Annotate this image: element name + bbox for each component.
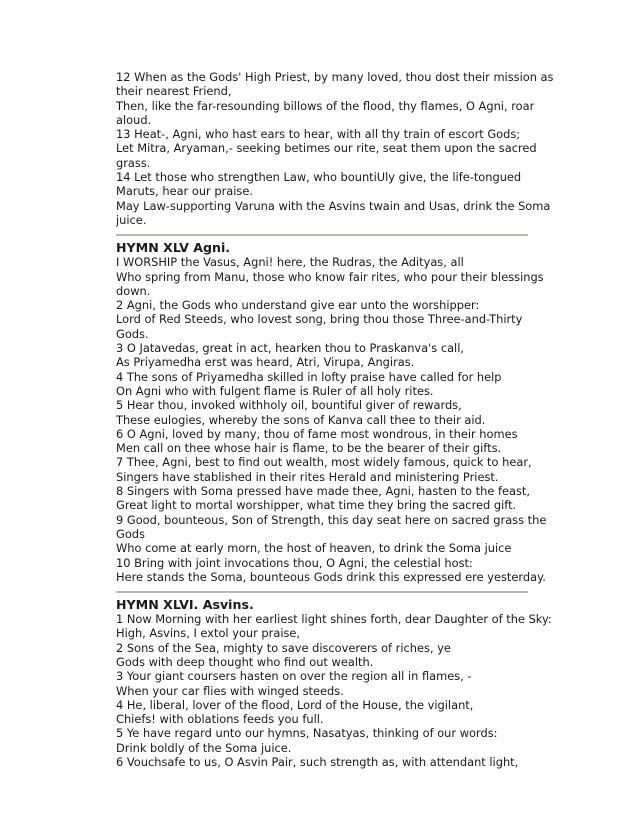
text-line: 8 Singers with Soma pressed have made thee, Agni, hasten to the feast,	[116, 484, 530, 499]
text-line: Gods with deep thought who find out wealth.	[116, 654, 374, 669]
intro-verses	[116, 70, 554, 227]
text-line: their nearest Friend,	[116, 84, 232, 99]
text-line: 6 O Agni, loved by many, thou of fame most wondrous, in their homes	[116, 426, 518, 441]
text-line: Gods.	[116, 326, 149, 341]
text-line: Singers have stablished in their rites Herald and ministering Priest.	[116, 469, 499, 484]
section-divider	[116, 234, 528, 236]
text-line: 6 Vouchsafe to us, O Asvin Pair, such strength as, with attendant light,	[116, 755, 519, 770]
hymn-45-verses	[116, 255, 547, 584]
text-line: 3 O Jatavedas, great in act, hearken thou to Praskanva's call,	[116, 341, 465, 356]
text-line: Drink boldly of the Soma juice.	[116, 740, 292, 755]
text-line: Lord of Red Steeds, who lovest song, bring thou those Three-and-Thirty	[116, 312, 523, 327]
text-line: Then, like the far-resounding billows of the flood, thy flames, O Agni, roar	[116, 98, 535, 113]
text-line: grass.	[116, 155, 151, 170]
text-line: Maruts, hear our praise.	[116, 184, 253, 199]
text-line: juice.	[116, 212, 147, 227]
text-line: 13 Heat-, Agni, who hast ears to hear, with all thy train of escort Gods;	[116, 127, 521, 142]
text-line: Who spring from Manu, those who know fair rites, who pour their blessings	[116, 269, 544, 284]
text-line: High, Asvins, I extol your praise,	[116, 626, 301, 641]
text-line: These eulogies, whereby the sons of Kanva call thee to their aid.	[116, 412, 486, 427]
text-line: 2 Agni, the Gods who understand give ear unto the worshipper:	[116, 298, 480, 313]
text-line: 3 Your giant coursers hasten on over the region all in flames, -	[116, 669, 472, 684]
text-line: down.	[116, 283, 151, 298]
text-line: 7 Thee, Agni, best to find out wealth, most widely famous, quick to hear,	[116, 455, 532, 470]
hymn-45-title: HYMN XLV Agni.	[116, 240, 231, 256]
text-line: 4 He, liberal, lover of the flood, Lord of the House, the vigilant,	[116, 697, 474, 712]
text-line: May Law-supporting Varuna with the Asvins twain and Usas, drink the Soma	[116, 198, 551, 213]
text-line: 9 Good, bounteous, Son of Strength, this day seat here on sacred grass the	[116, 512, 547, 527]
text-line: aloud.	[116, 112, 152, 127]
text-line: Great light to mortal worshipper, what time they bring the sacred gift.	[116, 498, 517, 513]
text-line: I WORSHIP the Vasus, Agni! here, the Rudras, the Adityas, all	[116, 255, 464, 270]
text-line: When your car flies with winged steeds.	[116, 683, 344, 698]
text-line: Who come at early morn, the host of heaven, to drink the Soma juice	[116, 541, 512, 556]
document-page	[116, 70, 554, 770]
section-divider	[116, 591, 528, 593]
text-line: 10 Bring with joint invocations thou, O Agni, the celestial host:	[116, 555, 473, 570]
hymn-46-title: HYMN XLVI. Asvins.	[116, 597, 254, 613]
text-line: Chiefs! with oblations feeds you full.	[116, 712, 324, 727]
hymn-46-verses	[116, 612, 552, 770]
text-line: 14 Let those who strengthen Law, who bountiUly give, the life-tongued	[116, 170, 522, 185]
text-line: Here stands the Soma, bounteous Gods drink this expressed ere yesterday.	[116, 569, 546, 584]
text-line: On Agni who with fulgent flame is Ruler of all holy rites.	[116, 383, 434, 398]
text-line: As Priyamedha erst was heard, Atri, Virupa, Angiras.	[116, 355, 415, 370]
text-line: Gods	[116, 526, 145, 541]
text-line: 1 Now Morning with her earliest light shines forth, dear Daughter of the Sky:	[116, 612, 552, 627]
text-line: 2 Sons of the Sea, mighty to save discoverers of riches, ye	[116, 640, 451, 655]
text-line: 12 When as the Gods' High Priest, by many loved, thou dost their mission as	[116, 70, 554, 84]
text-line: Men call on thee whose hair is flame, to be the bearer of their gifts.	[116, 441, 502, 456]
text-line: 5 Hear thou, invoked withholy oil, bountiful giver of rewards,	[116, 398, 462, 413]
text-line: Let Mitra, Aryaman,- seeking betimes our rite, seat them upon the sacred	[116, 141, 537, 156]
text-line: 5 Ye have regard unto our hymns, Nasatyas, thinking of our words:	[116, 726, 498, 741]
text-line: 4 The sons of Priyamedha skilled in lofty praise have called for help	[116, 369, 502, 384]
